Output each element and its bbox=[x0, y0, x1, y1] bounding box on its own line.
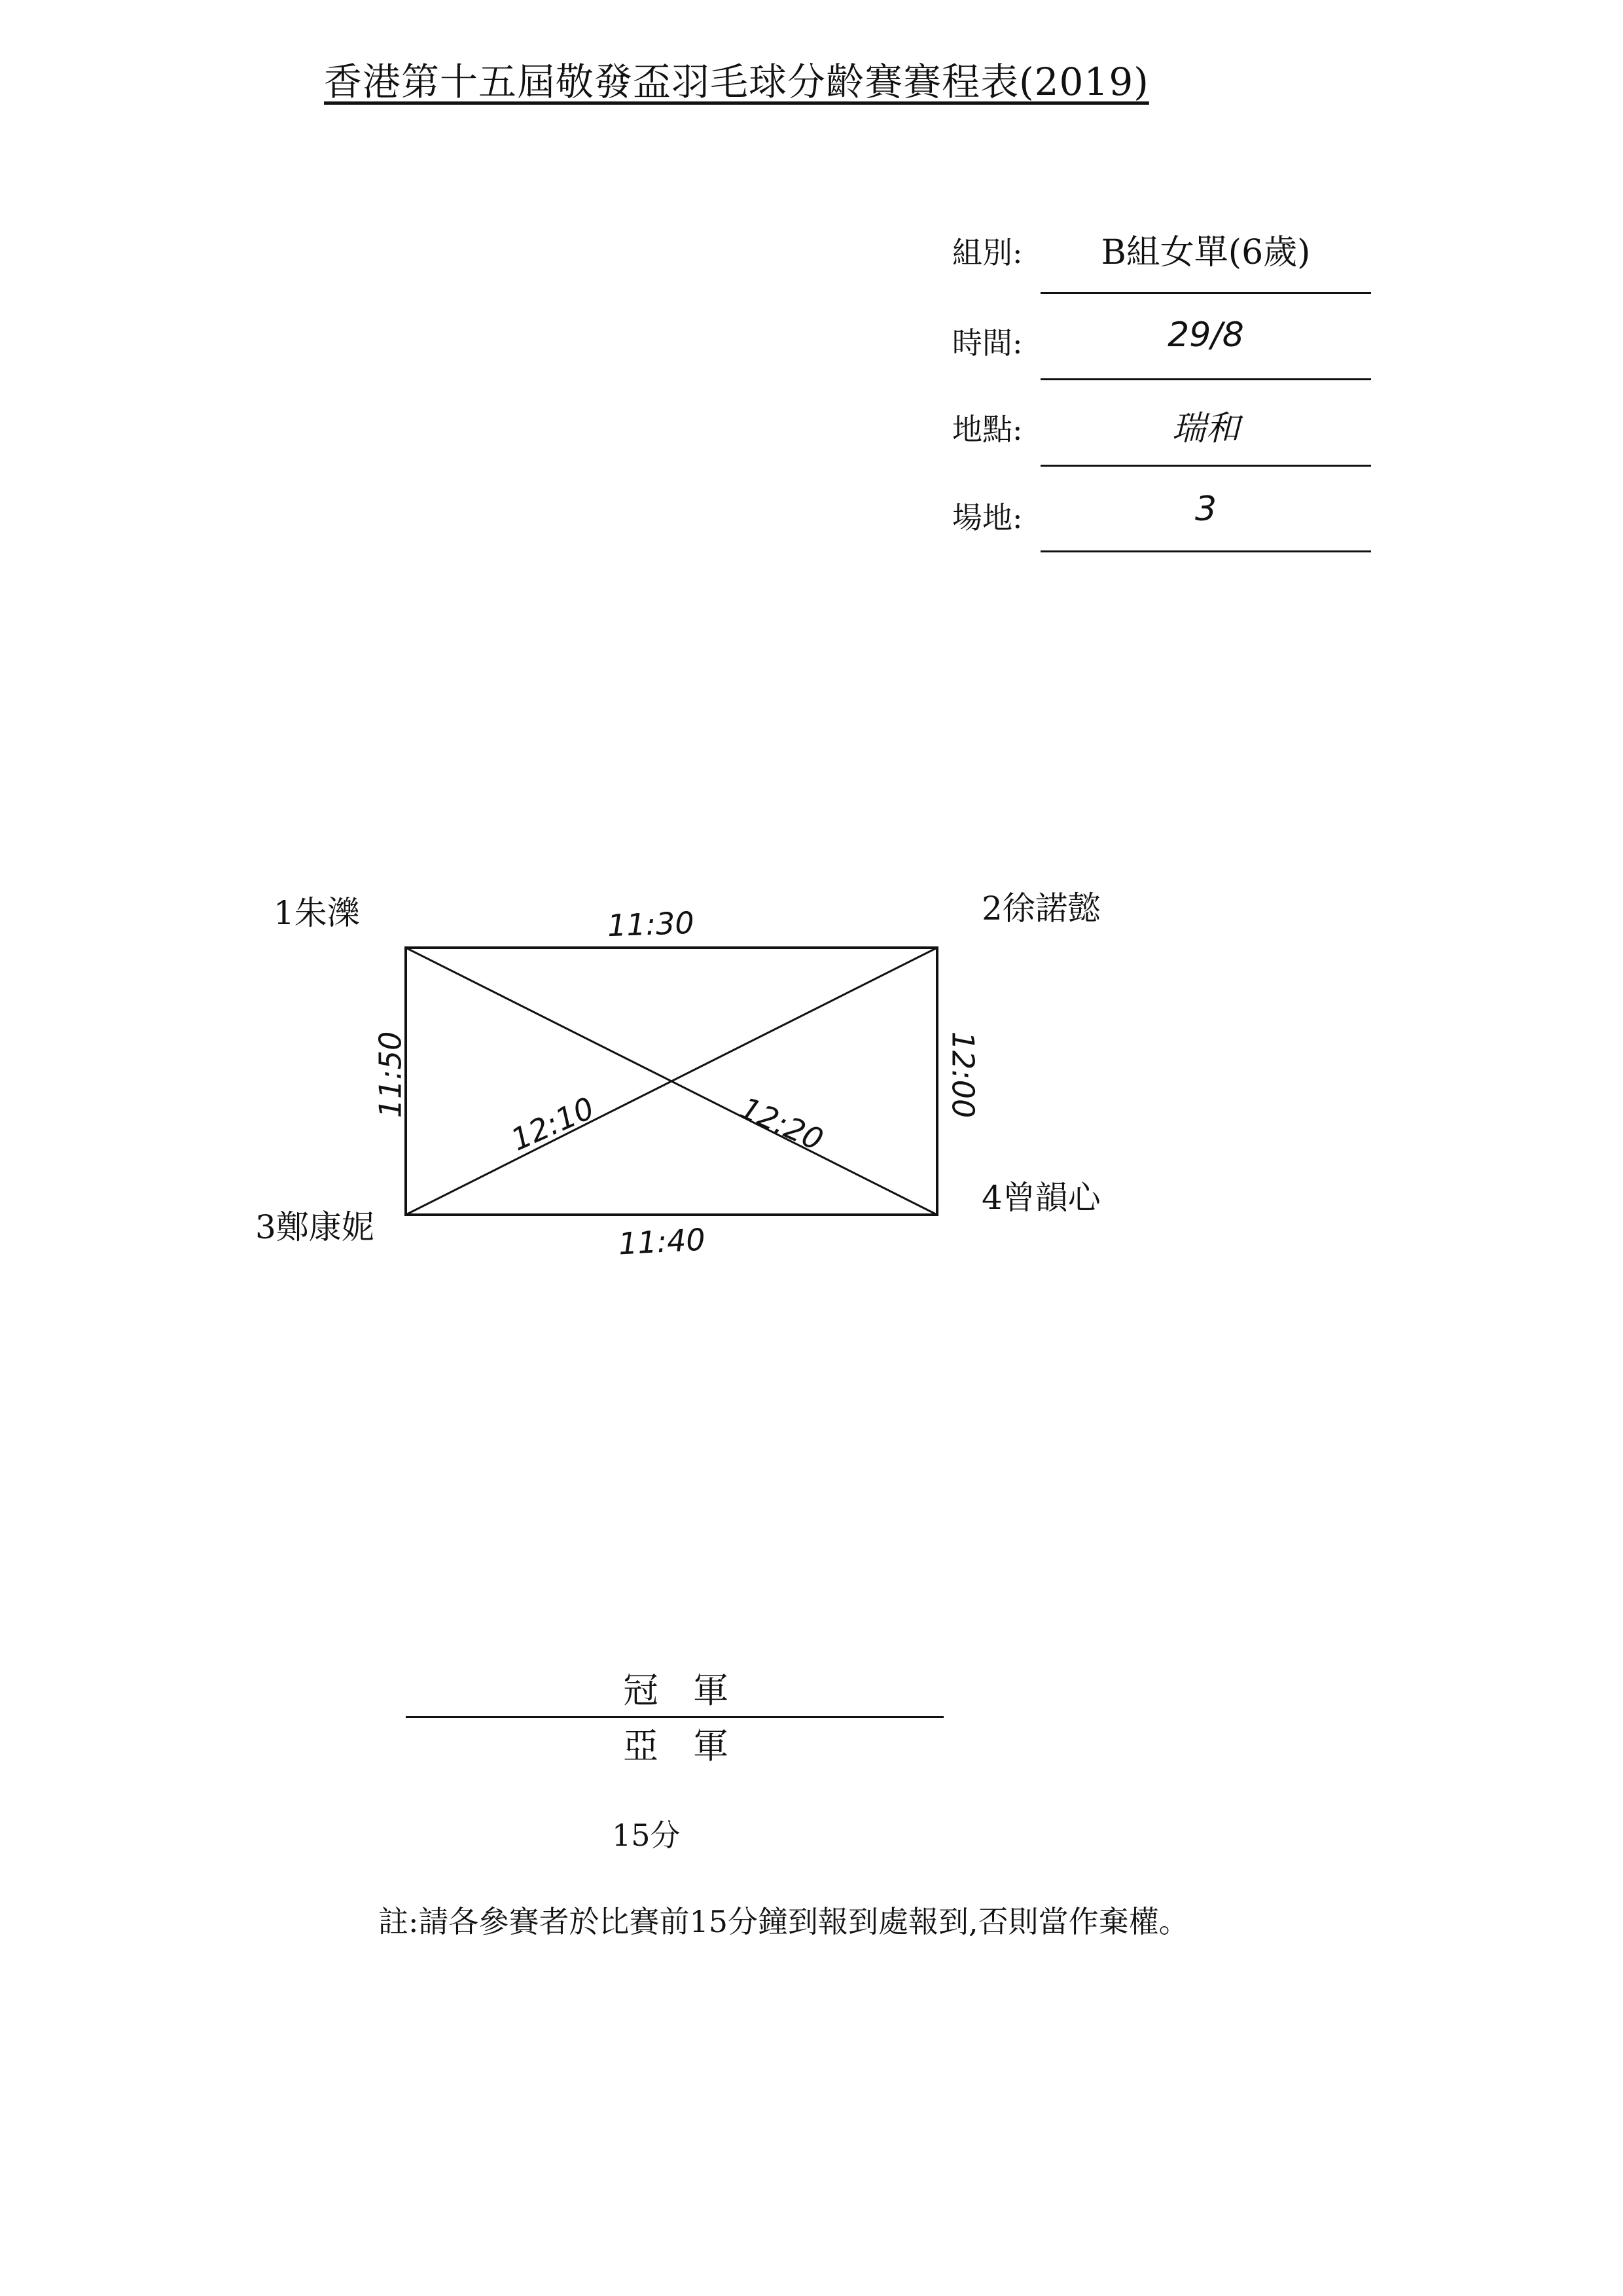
time-diag-1-4: 12:10 bbox=[505, 1090, 599, 1158]
player-2: 2徐諾懿 bbox=[982, 889, 1101, 927]
points-label: 15分 bbox=[612, 1818, 681, 1853]
time-bottom: 11:40 bbox=[617, 1221, 706, 1262]
footnote: 註:請各參賽者於比賽前15分鐘到報到處報到,否則當作棄權。 bbox=[378, 1904, 1189, 1939]
player-1: 1朱濼 bbox=[274, 894, 360, 932]
runner-up-label: 亞 軍 bbox=[623, 1725, 741, 1767]
time-diag-2-3: 12:20 bbox=[734, 1090, 829, 1158]
court-label: 場地: bbox=[952, 500, 1023, 535]
time-label: 時間: bbox=[952, 325, 1023, 361]
player-3: 3鄭康妮 bbox=[255, 1208, 374, 1246]
court-value: 3 bbox=[1194, 490, 1217, 529]
champion-label: 冠 軍 bbox=[623, 1670, 741, 1711]
player-4: 4曾韻心 bbox=[982, 1179, 1101, 1217]
time-value: 29/8 bbox=[1168, 315, 1244, 355]
time-left: 11:50 bbox=[372, 1031, 408, 1119]
group-value: B組女單(6歲) bbox=[1101, 233, 1311, 272]
time-top: 11:30 bbox=[607, 905, 695, 944]
group-label: 組別: bbox=[952, 235, 1023, 270]
page-title: 香港第十五屆敬發盃羽毛球分齡賽賽程表(2019) bbox=[324, 60, 1149, 104]
time-right: 12:00 bbox=[945, 1031, 981, 1119]
venue-label: 地點: bbox=[952, 412, 1023, 447]
venue-value: 瑞和 bbox=[1171, 409, 1240, 448]
